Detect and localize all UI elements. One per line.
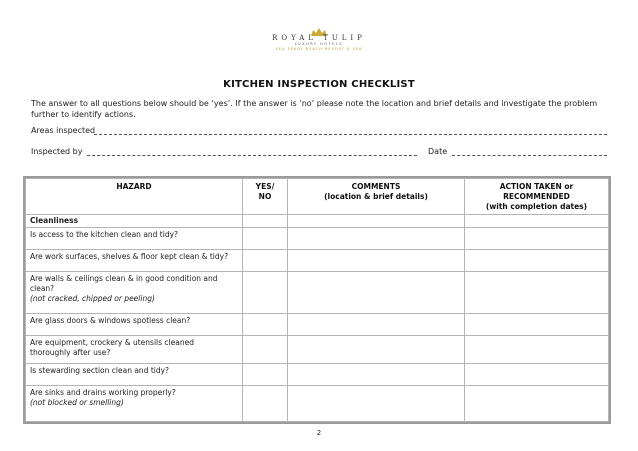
comments-cell[interactable] xyxy=(288,250,465,272)
yes-no-cell[interactable] xyxy=(243,228,288,250)
hazard-header: HAZARD xyxy=(26,179,243,215)
comments-cell[interactable] xyxy=(288,314,465,336)
page-title: KITCHEN INSPECTION CHECKLIST xyxy=(223,79,415,90)
action-cell[interactable] xyxy=(465,386,609,422)
hazard-cell: Are glass doors & windows spotless clean? xyxy=(26,314,243,336)
yes-no-cell[interactable] xyxy=(243,364,288,386)
yes-no-cell[interactable] xyxy=(243,336,288,364)
comments-cell[interactable] xyxy=(288,272,465,314)
action-cell[interactable] xyxy=(465,314,609,336)
table-row xyxy=(26,314,609,336)
table-row xyxy=(26,386,609,422)
logo-sub-text: LUXURY HOTELS xyxy=(294,42,344,46)
hazard-cell: Are sinks and drains working properly? (not blocked or smelling) xyxy=(26,386,243,422)
logo-tagline: SEA PEARL BEACH RESORT & SPA xyxy=(275,47,363,51)
areas-inspected-label: Areas inspected xyxy=(31,126,96,135)
table-header-row xyxy=(26,179,609,215)
action-cell[interactable] xyxy=(465,228,609,250)
comments-cell[interactable] xyxy=(288,386,465,422)
date-field[interactable] xyxy=(452,155,607,156)
action-cell[interactable] xyxy=(465,336,609,364)
yes-no-cell[interactable] xyxy=(243,272,288,314)
table-row xyxy=(26,364,609,386)
inspected-by-label: Inspected by xyxy=(31,147,83,156)
instructions-text: The answer to all questions below should be ‘yes’. If the answer is ‘no’ please note the location and brief details and investigate the problem further to identify actions. xyxy=(31,99,598,119)
section-row xyxy=(26,215,609,228)
date-label: Date xyxy=(428,147,448,156)
comments-cell[interactable] xyxy=(288,336,465,364)
yes-no-cell[interactable] xyxy=(243,314,288,336)
hazard-cell: Are walls & ceilings clean & in good condition and clean? (not cracked, chipped or peeling) xyxy=(26,272,243,314)
action-header: ACTION TAKEN or RECOMMENDED (with completion dates) xyxy=(465,179,609,215)
yes-no-cell[interactable] xyxy=(243,386,288,422)
hazard-cell: Is access to the kitchen clean and tidy? xyxy=(26,228,243,250)
checklist-table xyxy=(23,176,611,424)
hotel-logo xyxy=(0,34,638,52)
table-row xyxy=(26,228,609,250)
action-cell[interactable] xyxy=(465,364,609,386)
section-label: Cleanliness xyxy=(26,215,243,228)
hazard-cell: Are equipment, crockery & utensils cleaned thoroughly after use? xyxy=(26,336,243,364)
comments-header: COMMENTS (location & brief details) xyxy=(288,179,465,215)
table-row xyxy=(26,336,609,364)
action-cell[interactable] xyxy=(465,272,609,314)
page-number: 2 xyxy=(316,429,322,437)
inspected-by-field[interactable] xyxy=(87,155,417,156)
comments-cell[interactable] xyxy=(288,364,465,386)
comments-cell[interactable] xyxy=(288,228,465,250)
table-row xyxy=(26,272,609,314)
action-cell[interactable] xyxy=(465,250,609,272)
areas-inspected-field[interactable] xyxy=(94,134,607,135)
hazard-cell: Is stewarding section clean and tidy? xyxy=(26,364,243,386)
table-row xyxy=(26,250,609,272)
logo-main-text: ROYAL TULIP xyxy=(272,34,366,42)
hazard-cell: Are work surfaces, shelves & floor kept clean & tidy? xyxy=(26,250,243,272)
yes-no-header: YES/ NO xyxy=(243,179,288,215)
yes-no-cell[interactable] xyxy=(243,250,288,272)
